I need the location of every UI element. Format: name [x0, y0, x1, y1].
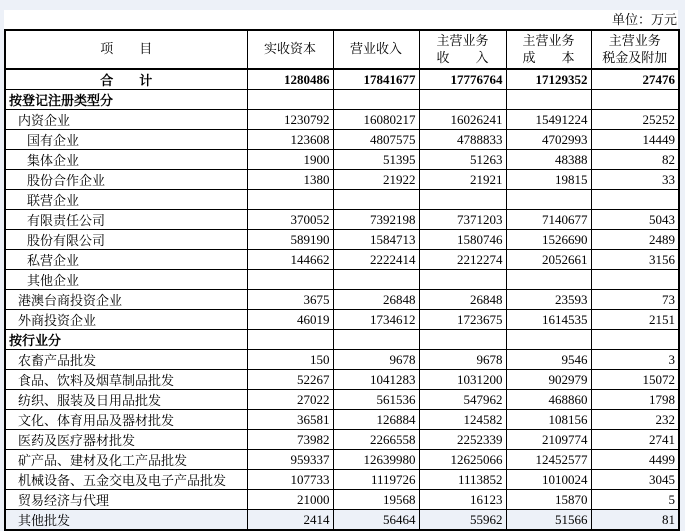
value-cell: 19815: [506, 170, 591, 190]
table-row: [5, 150, 679, 170]
value-cell: 16026241: [419, 110, 506, 130]
value-cell: 370052: [247, 210, 333, 230]
row-label: 国有企业: [5, 130, 247, 150]
row-label: 文化、体育用品及器材批发: [5, 410, 247, 430]
value-cell: 1900: [247, 150, 333, 170]
value-cell: 1734612: [333, 310, 419, 330]
row-label: 港澳台商投资企业: [5, 290, 247, 310]
row-label: 农畜产品批发: [5, 350, 247, 370]
value-cell: [591, 330, 679, 350]
table-row: [5, 490, 679, 510]
value-cell: 17776764: [419, 69, 506, 90]
value-cell: 108156: [506, 410, 591, 430]
unit-label: 单位：万元: [611, 12, 677, 27]
table-row: [5, 210, 679, 230]
value-cell: 4702993: [506, 130, 591, 150]
column-header-2: 营业收入: [333, 30, 419, 69]
value-cell: 3: [591, 350, 679, 370]
value-cell: [419, 270, 506, 290]
value-cell: 2052661: [506, 250, 591, 270]
value-cell: 16123: [419, 490, 506, 510]
value-cell: 9546: [506, 350, 591, 370]
value-cell: 51566: [506, 510, 591, 531]
value-cell: [333, 270, 419, 290]
row-label: 联营企业: [5, 190, 247, 210]
table-row: [5, 69, 679, 90]
value-cell: 23593: [506, 290, 591, 310]
value-cell: [247, 270, 333, 290]
value-cell: [333, 90, 419, 110]
column-header-5: 主营业务 税金及附加: [591, 30, 679, 69]
value-cell: 959337: [247, 450, 333, 470]
value-cell: 4499: [591, 450, 679, 470]
value-cell: 7371203: [419, 210, 506, 230]
table-row: [5, 390, 679, 410]
table-body: [5, 69, 679, 530]
table-row: [5, 430, 679, 450]
value-cell: [419, 330, 506, 350]
value-cell: 1380: [247, 170, 333, 190]
value-cell: 1723675: [419, 310, 506, 330]
row-label: 机械设备、五金交电及电子产品批发: [5, 470, 247, 490]
row-label: 合 计: [5, 69, 247, 90]
value-cell: 16080217: [333, 110, 419, 130]
value-cell: 1280486: [247, 69, 333, 90]
value-cell: [247, 90, 333, 110]
value-cell: 7140677: [506, 210, 591, 230]
value-cell: 73: [591, 290, 679, 310]
value-cell: 1580746: [419, 230, 506, 250]
value-cell: 9678: [419, 350, 506, 370]
value-cell: 5: [591, 490, 679, 510]
value-cell: 3156: [591, 250, 679, 270]
value-cell: 3045: [591, 470, 679, 490]
value-cell: 1584713: [333, 230, 419, 250]
value-cell: 12452577: [506, 450, 591, 470]
value-cell: 126884: [333, 410, 419, 430]
value-cell: 56464: [333, 510, 419, 531]
value-cell: 1041283: [333, 370, 419, 390]
row-label: 外商投资企业: [5, 310, 247, 330]
table-row: [5, 330, 679, 350]
value-cell: 73982: [247, 430, 333, 450]
value-cell: 14449: [591, 130, 679, 150]
value-cell: [506, 190, 591, 210]
value-cell: 2109774: [506, 430, 591, 450]
row-label: 纺织、服装及日用品批发: [5, 390, 247, 410]
row-label: 集体企业: [5, 150, 247, 170]
value-cell: 232: [591, 410, 679, 430]
table-row: [5, 230, 679, 250]
value-cell: 144662: [247, 250, 333, 270]
value-cell: 1010024: [506, 470, 591, 490]
table-row: [5, 190, 679, 210]
row-label: 股份有限公司: [5, 230, 247, 250]
value-cell: [247, 330, 333, 350]
value-cell: 1798: [591, 390, 679, 410]
value-cell: 12639980: [333, 450, 419, 470]
value-cell: 547962: [419, 390, 506, 410]
value-cell: [506, 330, 591, 350]
value-cell: 51263: [419, 150, 506, 170]
value-cell: [591, 90, 679, 110]
value-cell: 21922: [333, 170, 419, 190]
value-cell: 36581: [247, 410, 333, 430]
value-cell: 55962: [419, 510, 506, 531]
value-cell: [506, 90, 591, 110]
value-cell: 123608: [247, 130, 333, 150]
table-row: [5, 510, 679, 531]
value-cell: 15870: [506, 490, 591, 510]
value-cell: 2414: [247, 510, 333, 531]
document-page: [4, 10, 678, 528]
table-row: [5, 90, 679, 110]
value-cell: 15072: [591, 370, 679, 390]
row-label: 内资企业: [5, 110, 247, 130]
value-cell: 5043: [591, 210, 679, 230]
row-label: 按登记注册类型分: [5, 90, 247, 110]
value-cell: 1230792: [247, 110, 333, 130]
value-cell: 468860: [506, 390, 591, 410]
table-row: [5, 310, 679, 330]
value-cell: 4788833: [419, 130, 506, 150]
value-cell: 150: [247, 350, 333, 370]
table-row: [5, 410, 679, 430]
table-row: [5, 110, 679, 130]
value-cell: 2222414: [333, 250, 419, 270]
value-cell: 107733: [247, 470, 333, 490]
column-header-1: 实收资本: [247, 30, 333, 69]
value-cell: 81: [591, 510, 679, 531]
value-cell: 1031200: [419, 370, 506, 390]
value-cell: 21000: [247, 490, 333, 510]
column-header-4: 主营业务 成 本: [506, 30, 591, 69]
table-row: [5, 250, 679, 270]
value-cell: 1526690: [506, 230, 591, 250]
value-cell: 2489: [591, 230, 679, 250]
table-row: [5, 470, 679, 490]
column-header-0: 项 目: [5, 30, 247, 69]
value-cell: [506, 270, 591, 290]
table-row: [5, 270, 679, 290]
value-cell: 2252339: [419, 430, 506, 450]
value-cell: 26848: [333, 290, 419, 310]
value-cell: 9678: [333, 350, 419, 370]
header-row: [5, 30, 679, 69]
value-cell: 33: [591, 170, 679, 190]
value-cell: 2741: [591, 430, 679, 450]
value-cell: [591, 270, 679, 290]
row-label: 食品、饮料及烟草制品批发: [5, 370, 247, 390]
value-cell: [247, 190, 333, 210]
table-row: [5, 130, 679, 150]
value-cell: 19568: [333, 490, 419, 510]
value-cell: 48388: [506, 150, 591, 170]
value-cell: 46019: [247, 310, 333, 330]
value-cell: 12625066: [419, 450, 506, 470]
value-cell: [333, 190, 419, 210]
value-cell: 21921: [419, 170, 506, 190]
value-cell: 27476: [591, 69, 679, 90]
row-label: 按行业分: [5, 330, 247, 350]
value-cell: 82: [591, 150, 679, 170]
value-cell: [333, 330, 419, 350]
value-cell: 17841677: [333, 69, 419, 90]
table-row: [5, 290, 679, 310]
row-label: 贸易经济与代理: [5, 490, 247, 510]
value-cell: 25252: [591, 110, 679, 130]
row-label: 医药及医疗器材批发: [5, 430, 247, 450]
value-cell: 15491224: [506, 110, 591, 130]
column-header-3: 主营业务 收 入: [419, 30, 506, 69]
value-cell: 589190: [247, 230, 333, 250]
row-label: 其他批发: [5, 510, 247, 531]
row-label: 有限责任公司: [5, 210, 247, 230]
table-row: [5, 450, 679, 470]
value-cell: 2266558: [333, 430, 419, 450]
statistics-table: [4, 29, 680, 531]
value-cell: 1119726: [333, 470, 419, 490]
row-label: 矿产品、建材及化工产品批发: [5, 450, 247, 470]
value-cell: 1614535: [506, 310, 591, 330]
value-cell: 1113852: [419, 470, 506, 490]
value-cell: [419, 190, 506, 210]
row-label: 私营企业: [5, 250, 247, 270]
value-cell: 51395: [333, 150, 419, 170]
value-cell: 17129352: [506, 69, 591, 90]
table-row: [5, 370, 679, 390]
value-cell: 26848: [419, 290, 506, 310]
table-row: [5, 170, 679, 190]
row-label: 其他企业: [5, 270, 247, 290]
value-cell: 2151: [591, 310, 679, 330]
value-cell: [591, 190, 679, 210]
value-cell: 4807575: [333, 130, 419, 150]
value-cell: 7392198: [333, 210, 419, 230]
value-cell: 124582: [419, 410, 506, 430]
value-cell: 902979: [506, 370, 591, 390]
row-label: 股份合作企业: [5, 170, 247, 190]
value-cell: 3675: [247, 290, 333, 310]
value-cell: [419, 90, 506, 110]
value-cell: 561536: [333, 390, 419, 410]
table-row: [5, 350, 679, 370]
value-cell: 2212274: [419, 250, 506, 270]
value-cell: 27022: [247, 390, 333, 410]
value-cell: 52267: [247, 370, 333, 390]
